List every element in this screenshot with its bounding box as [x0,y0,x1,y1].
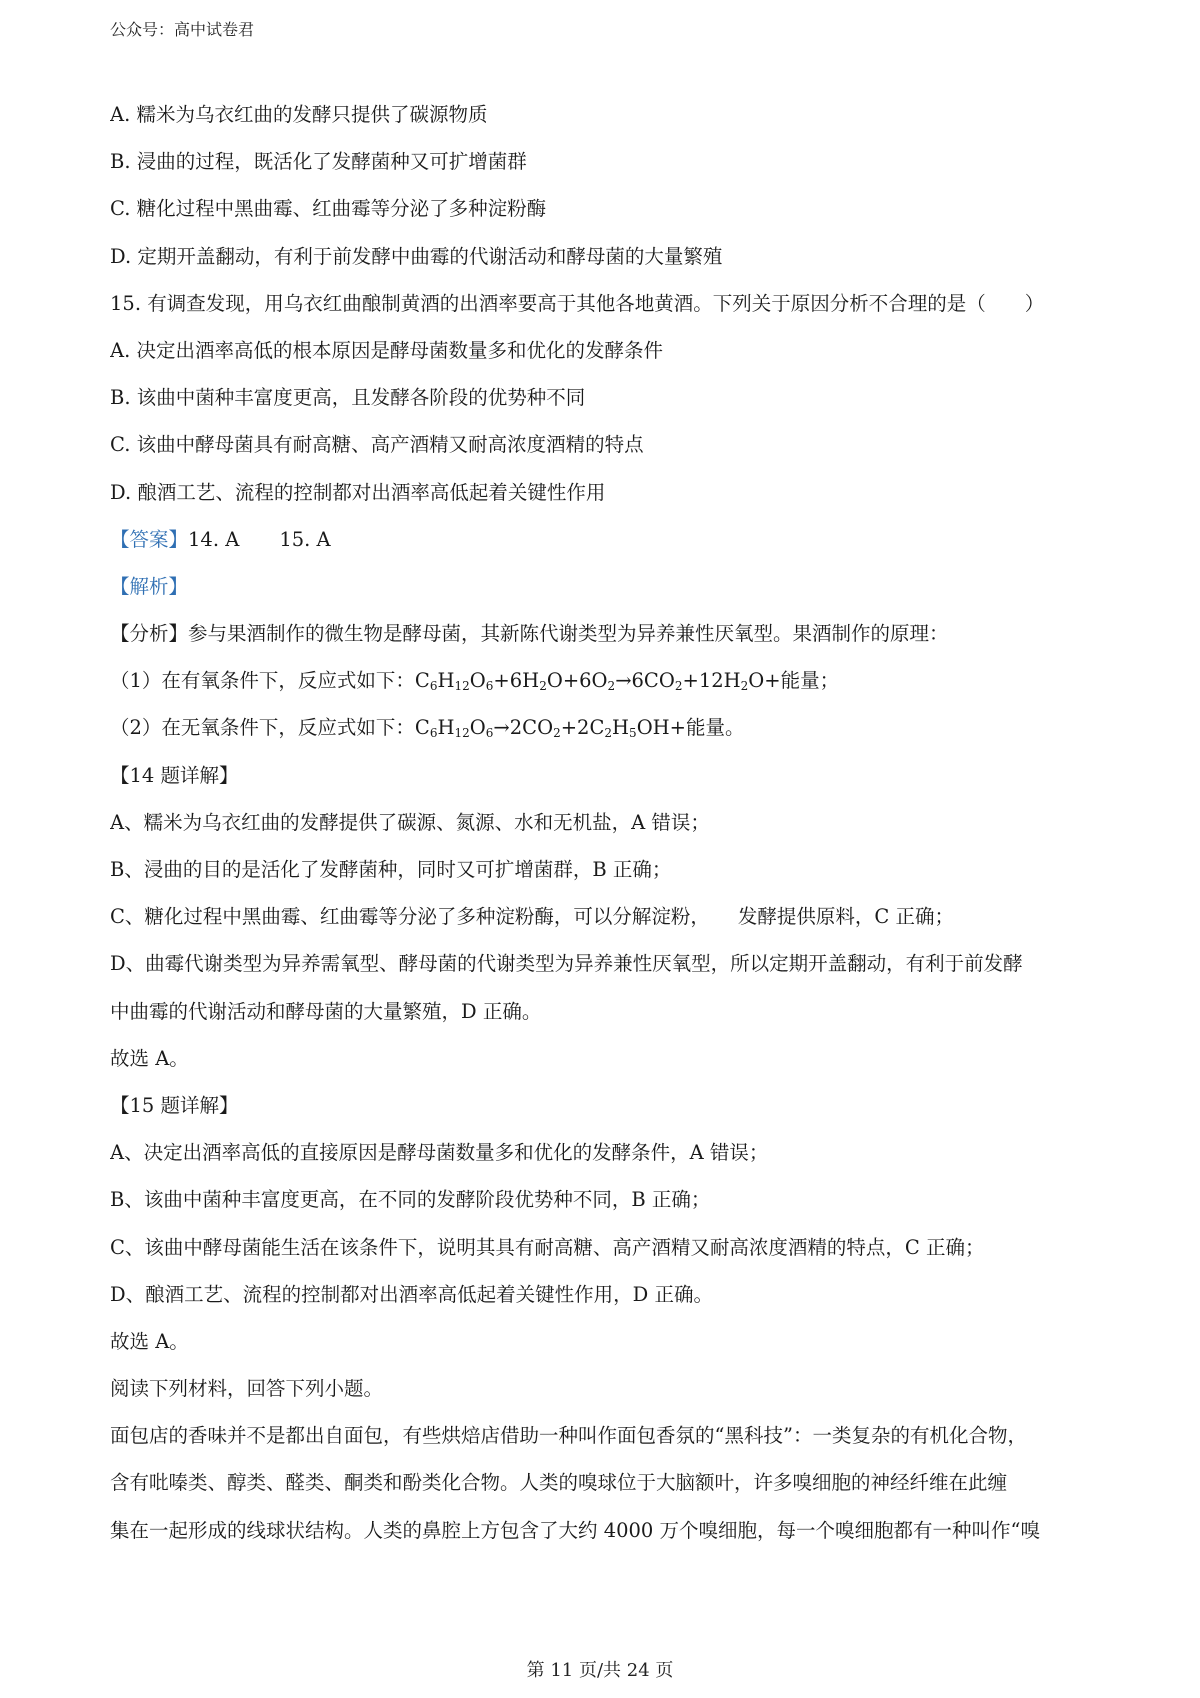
page-footer: 第 11 页/共 24 页 [526,1660,674,1681]
q15-detail-c: C、该曲中酵母菌能生活在该条件下，说明其具有耐高糖、高产酒精又耐高浓度酒精的特点，C 正确； [110,1235,985,1259]
reading-line-1: 面包店的香味并不是都出自面包，有些烘焙店借助一种叫作面包香氛的“黑科技”：一类复杂的有机化合物， [110,1424,1027,1448]
q15-option-b: B. 该曲中菌种丰富度更高，且发酵各阶段的优势种不同 [110,386,586,410]
q14-detail-title: 【14 题详解】 [110,763,239,787]
answer-label: 【答案】 [110,527,189,551]
q14-detail-a: A、糯米为乌衣红曲的发酵提供了碳源、氮源、水和无机盐，A 错误； [110,810,710,834]
q15-option-a: A. 决定出酒率高低的根本原因是酵母菌数量多和优化的发酵条件 [110,338,663,362]
page-content [110,100,1120,1563]
reaction-anaerobic-prefix: （2）在无氧条件下，反应式如下： [110,716,415,740]
reading-line-2: 含有吡嗪类、醇类、醛类、酮类和酚类化合物。人类的嗅球位于大脑额叶，许多嗅细胞的神经纤维在此缠 [110,1471,1008,1495]
reading-intro: 阅读下列材料，回答下列小题。 [110,1377,384,1401]
reaction-aerobic-prefix: （1）在有氧条件下，反应式如下： [110,669,415,693]
reaction-aerobic-formula: $C_6H_{12}O_6+6H_2O+6O_2\to 6CO_2+12H_2O+$能量； [414,669,840,694]
answer-15: 15. A [279,527,331,551]
q14-option-d: D. 定期开盖翻动，有利于前发酵中曲霉的代谢活动和酵母菌的大量繁殖 [110,244,723,268]
q14-option-c: C. 糖化过程中黑曲霉、红曲霉等分泌了多种淀粉酶 [110,197,547,221]
q15-detail-d: D、酿酒工艺、流程的控制都对出酒率高低起着关键性作用，D 正确。 [110,1282,713,1306]
answer-line [110,525,1120,572]
q15-detail-a: A、决定出酒率高低的直接原因是酵母菌数量多和优化的发酵条件，A 错误； [110,1141,769,1165]
q15-detail-title: 【15 题详解】 [110,1093,239,1117]
q14-detail-c-part1: C、糖化过程中黑曲霉、红曲霉等分泌了多种淀粉酶，可以分解淀粉， [110,905,710,929]
q15-detail-b: B、该曲中菌种丰富度更高，在不同的发酵阶段优势种不同，B 正确； [110,1188,711,1212]
q14-detail-c-part2: 发酵提供原料，C 正确； [737,905,955,929]
analysis-fenxi: 【分析】参与果酒制作的微生物是酵母菌，其新陈代谢类型为异养兼性厌氧型。果酒制作的原理： [110,622,949,646]
q15-option-c: C. 该曲中酵母菌具有耐高糖、高产酒精又耐高浓度酒精的特点 [110,433,644,457]
q14-detail-c [110,902,1120,949]
q15-conclusion: 故选 A。 [110,1329,189,1353]
page-header: 公众号：高中试卷君 [110,20,255,39]
q14-detail-d-line1: D、曲霉代谢类型为异养需氧型、酵母菌的代谢类型为异养兼性厌氧型，所以定期开盖翻动，有利于前发酵 [110,952,1023,976]
q14-detail-b: B、浸曲的目的是活化了发酵菌种，同时又可扩增菌群，B 正确； [110,858,672,881]
q15-option-d: D. 酿酒工艺、流程的控制都对出酒率高低起着关键性作用 [110,480,606,504]
q14-option-a: A. 糯米为乌衣红曲的发酵只提供了碳源物质 [110,103,488,126]
analysis-label: 【解析】 [110,574,189,598]
answer-14: 14. A [188,527,240,551]
reading-line-3: 集在一起形成的线球状结构。人类的鼻腔上方包含了大约 4000 万个嗅细胞，每一个嗅细胞都有一种叫作“嗅 [110,1518,1040,1542]
reaction-anaerobic-formula: $C_6H_{12}O_6\to 2CO_2+2C_2H_5OH+$能量。 [414,716,745,741]
reaction-aerobic [110,666,1120,713]
q14-conclusion: 故选 A。 [110,1046,189,1070]
q14-option-b: B. 浸曲的过程，既活化了发酵菌种又可扩增菌群 [110,150,527,174]
q14-detail-d-line2: 中曲霉的代谢活动和酵母菌的大量繁殖，D 正确。 [110,999,542,1023]
q15-stem: 15. 有调查发现，用乌衣红曲酿制黄酒的出酒率要高于其他各地黄酒。下列关于原因分析不合理的是（ ） [110,291,1045,315]
reaction-anaerobic [110,713,1120,760]
